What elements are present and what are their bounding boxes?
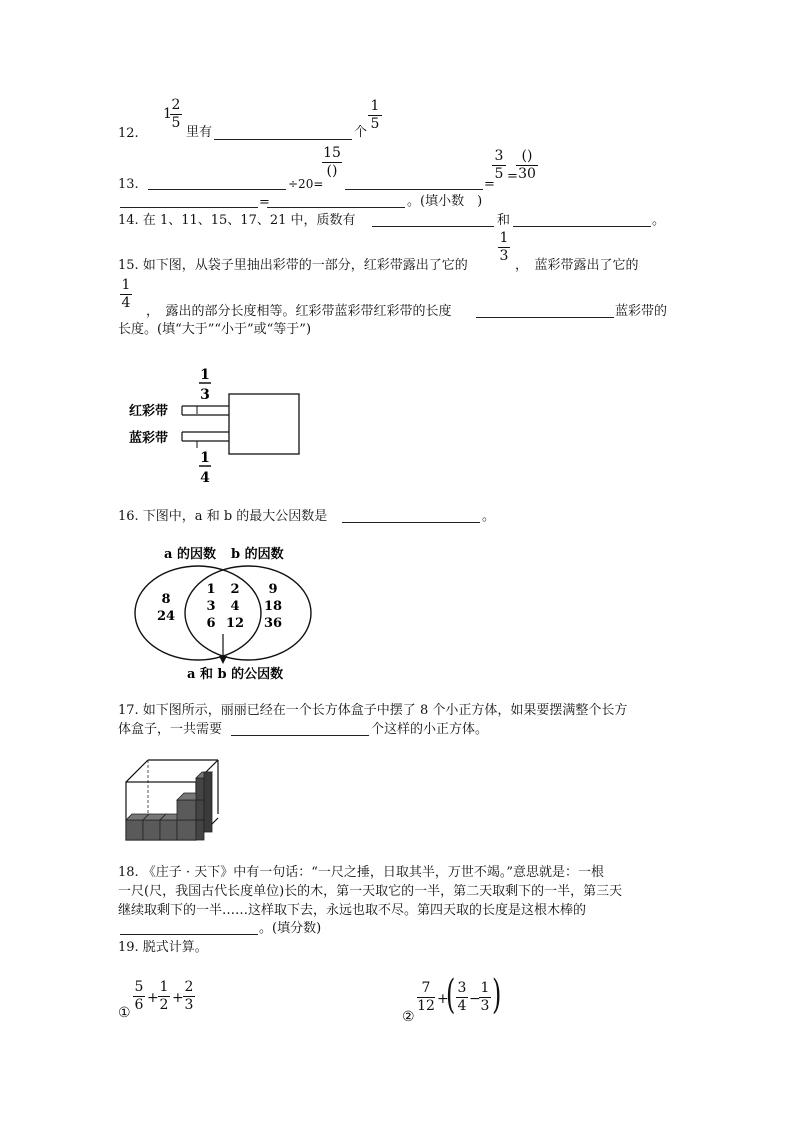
set-a-only-item: 8 — [161, 592, 171, 607]
common-item: 1 — [206, 582, 216, 597]
cuboid-box-figure — [122, 758, 222, 842]
question-note: 。(填小数 ) — [407, 194, 483, 209]
answer-blank[interactable] — [342, 522, 480, 523]
question-text: 。 — [482, 509, 496, 524]
equals-sign: = — [507, 169, 518, 184]
question-text: 个 — [354, 125, 368, 140]
common-item: 2 — [230, 582, 240, 597]
right-paren: ) — [492, 972, 502, 1018]
set-b-title: b 的因数 — [231, 547, 284, 562]
set-a-title: a 的因数 — [164, 547, 216, 562]
fraction: 1 3 — [480, 980, 490, 1014]
answer-blank[interactable] — [372, 226, 494, 227]
operator: − — [469, 991, 481, 1007]
fraction: 1 5 — [368, 99, 382, 132]
equals-sign: = — [484, 177, 495, 192]
question-title: 19. 脱式计算。 — [118, 940, 208, 955]
question-text: 体盒子，一共需要 — [118, 722, 223, 737]
mixed-number-whole: 1 — [163, 106, 172, 122]
answer-blank[interactable] — [214, 139, 352, 140]
figure-fraction-top-den: 3 — [200, 387, 210, 403]
question-text: 15. 如下图，从袋子里抽出彩带的一部分，红彩带露出了它的 — [118, 258, 468, 273]
set-b-only-item: 9 — [268, 582, 278, 597]
answer-blank[interactable] — [476, 317, 614, 318]
arrow-head-icon — [219, 656, 227, 664]
question-text: 继续取剩下的一半……这样取下去，永远也取不尽。第四天取的长度是这根木棒的 — [118, 903, 587, 918]
question-text: ， 露出的部分长度相等。红彩带蓝彩带红彩带的长度 — [146, 304, 452, 319]
question-number: 13. — [118, 177, 139, 192]
question-text: 。 — [652, 213, 666, 228]
common-item: 4 — [230, 599, 240, 614]
question-text: 里有 — [186, 125, 213, 140]
question-text: 14. 在 1、11、15、17、21 中，质数有 — [118, 213, 356, 228]
operator: + — [437, 991, 449, 1007]
division-text: ÷20= — [288, 177, 324, 191]
question-text: 17. 如下图所示，丽丽已经在一个长方体盒子中摆了 8 个小正方体，如果要摆满整个长方 — [118, 703, 628, 718]
question-text: 蓝彩带的 — [615, 304, 668, 319]
fraction: 3 4 — [457, 980, 467, 1014]
fraction: 1 4 — [121, 277, 131, 311]
answer-blank[interactable] — [231, 735, 369, 736]
question-number: 12. — [118, 126, 139, 141]
left-paren: ( — [446, 972, 456, 1018]
figure-fraction-top-num: 1 — [200, 367, 210, 383]
question-text: ， 蓝彩带露出了它的 — [515, 258, 639, 273]
common-item: 6 — [206, 616, 216, 631]
question-text: 16. 下图中，a 和 b 的最大公因数是 — [118, 509, 328, 524]
fraction: 15 () — [323, 145, 341, 179]
set-b-ellipse — [185, 566, 311, 660]
set-a-ellipse — [135, 566, 261, 660]
blue-ribbon-label: 蓝彩带 — [129, 431, 169, 446]
fraction: 2 3 — [184, 979, 194, 1013]
answer-blank[interactable] — [345, 189, 483, 190]
problem-mark: ② — [402, 1009, 415, 1025]
fraction: 3 5 — [492, 149, 506, 182]
figure-fraction-bottom-den: 4 — [200, 470, 210, 486]
set-b-only-item: 18 — [263, 599, 283, 614]
ribbon-figure — [125, 364, 305, 486]
fraction: 1 3 — [499, 230, 509, 264]
common-item: 3 — [206, 599, 216, 614]
mixed-number-fraction: 2 5 — [171, 97, 181, 131]
fraction: 5 6 — [134, 979, 144, 1013]
red-ribbon-label: 红彩带 — [129, 404, 169, 419]
bag-rect — [229, 394, 299, 454]
equals-sign: = — [259, 195, 270, 210]
venn-diagram — [128, 540, 318, 682]
question-text: 长度。(填“大于”“小于”或“等于”) — [118, 322, 312, 337]
problem-mark: ① — [118, 1005, 131, 1021]
question-text: 18. 《庄子 · 天下》中有一句话：“一尺之捶，日取其半，万世不竭。”意思就是：一根 — [118, 865, 604, 880]
fraction: () 30 — [516, 149, 538, 182]
question-text: 一尺(尺，我国古代长度单位)长的木，第一天取它的一半，第二天取剩下的一半，第三天 — [118, 884, 623, 899]
answer-blank[interactable] — [513, 226, 651, 227]
answer-blank[interactable] — [267, 207, 405, 208]
operator: + — [147, 990, 159, 1006]
common-item: 12 — [225, 616, 245, 631]
operator: + — [172, 990, 184, 1006]
figure-fraction-bottom-num: 1 — [200, 450, 210, 466]
answer-blank[interactable] — [120, 207, 258, 208]
question-text: 和 — [497, 213, 511, 228]
set-a-only-item: 24 — [156, 609, 176, 624]
set-b-only-item: 36 — [263, 616, 283, 631]
answer-blank[interactable] — [120, 934, 258, 935]
answer-blank[interactable] — [148, 189, 286, 190]
fraction: 7 12 — [417, 980, 435, 1014]
fraction: 1 2 — [159, 979, 169, 1013]
common-factors-label: a 和 b 的公因数 — [187, 667, 284, 682]
question-text: 个这样的小正方体。 — [371, 722, 489, 737]
question-text: 。(填分数) — [259, 921, 322, 936]
